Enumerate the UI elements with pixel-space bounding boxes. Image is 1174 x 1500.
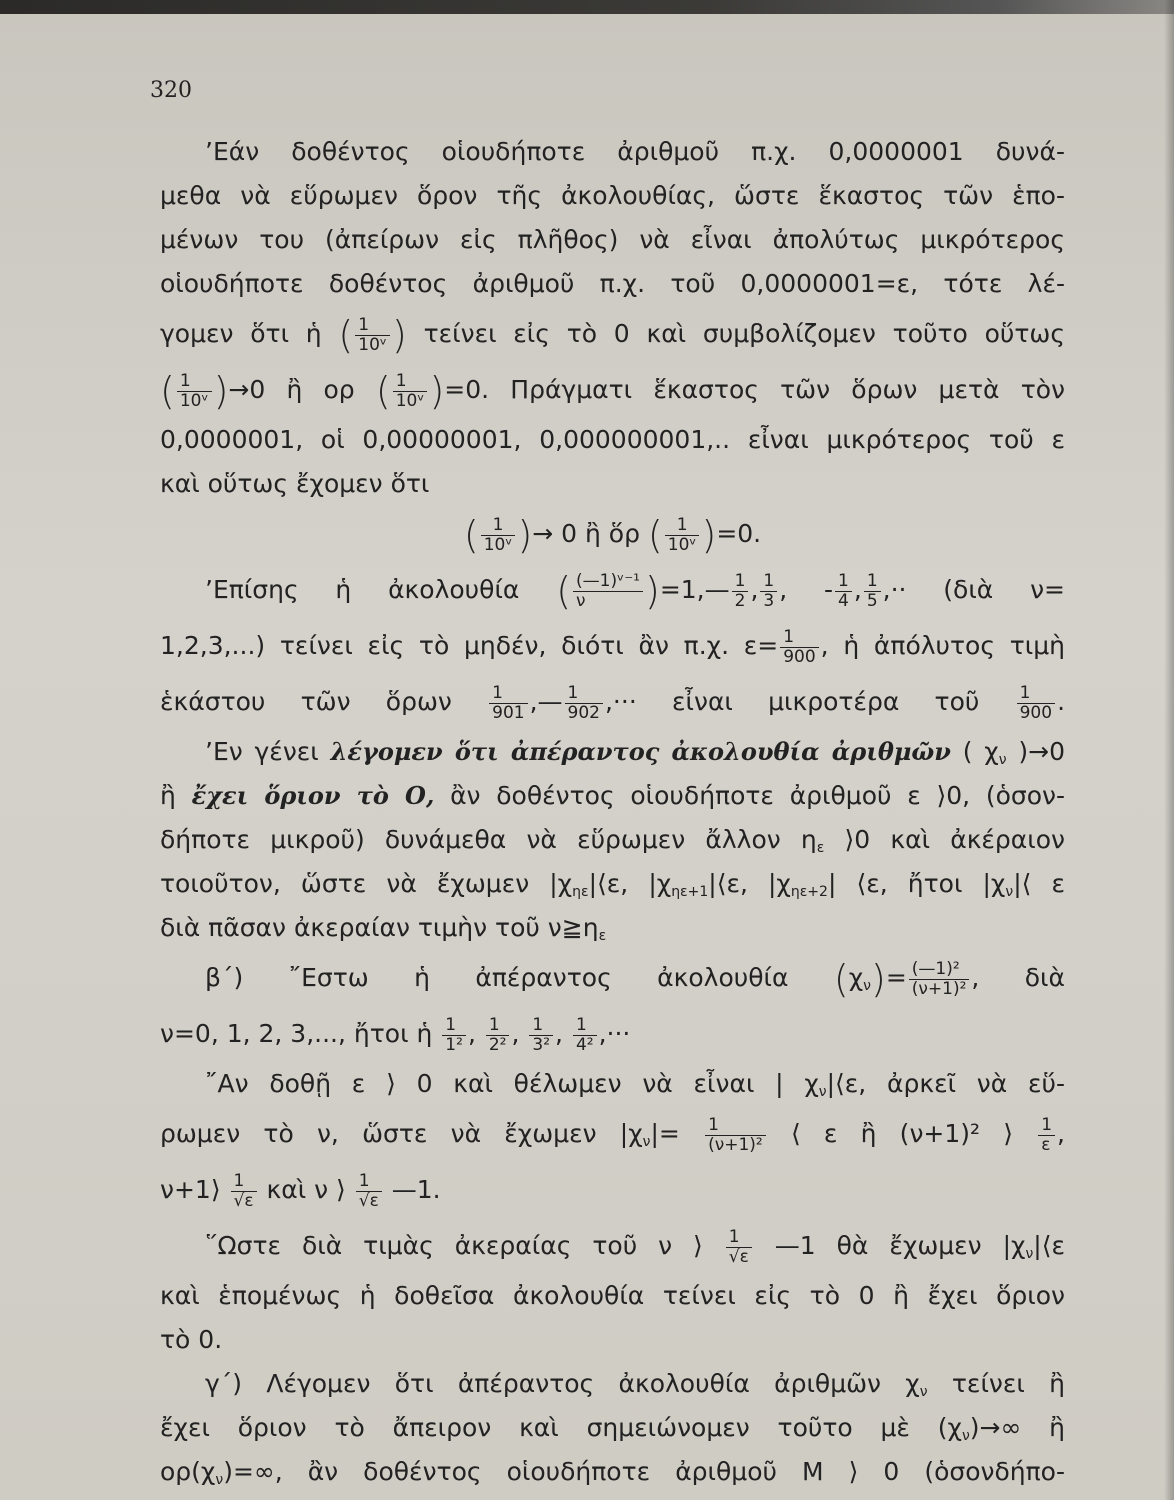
fraction-numerator: 1 xyxy=(567,682,579,703)
text-fragment: |⟨ε, |χ xyxy=(708,869,791,898)
fraction xyxy=(726,1228,752,1267)
text-fragment: |⟨ε xyxy=(1033,1231,1065,1260)
text-fragment: 1,2,3,...) τείνει εἰς τὸ μηδέν, διότι ἂν π.χ. ε= xyxy=(160,631,779,660)
page-number: 320 xyxy=(150,78,192,103)
fraction-numerator: 1 xyxy=(734,570,746,591)
text-fragment: =0. xyxy=(716,519,762,548)
fraction-denominator: √ε xyxy=(726,1247,752,1267)
fraction xyxy=(486,1016,510,1055)
parenthesis: ) xyxy=(213,369,229,413)
text-fragment: ῎Αν δοθῇ ε ⟩ 0 καὶ θέλωμεν νὰ εἶναι | χ xyxy=(205,1069,819,1098)
fraction-denominator: √ε xyxy=(231,1191,257,1211)
subscript: ν xyxy=(863,978,871,994)
fraction-numerator: 1 xyxy=(233,1170,245,1191)
fraction-numerator: 1 xyxy=(492,514,504,535)
text-line: τὸ 0. xyxy=(160,1325,223,1354)
text-fragment: . xyxy=(1057,687,1066,716)
text-line: μεθα νὰ εὕρωμεν ὅρον τῆς ἀκολουθίας, ὥστε ἕκαστος τῶν ἑπο- xyxy=(160,181,1065,210)
fraction-denominator: 3² xyxy=(529,1035,553,1055)
text-fragment: ρωμεν τὸ ν, ὥστε νὰ ἔχωμεν |χ xyxy=(160,1119,643,1148)
text-fragment: γομεν ὅτι ἡ xyxy=(160,319,322,348)
fraction-denominator: ε xyxy=(1038,1135,1055,1155)
fraction xyxy=(573,1016,597,1055)
fraction-numerator: 1 xyxy=(358,1170,370,1191)
text-fragment: = xyxy=(885,963,907,992)
fraction-numerator: 1 xyxy=(783,626,795,647)
fraction xyxy=(835,572,852,611)
text-fragment: → 0 ἢ ὅρ xyxy=(532,519,640,548)
fraction-denominator: 1² xyxy=(442,1035,466,1055)
subscript: ν xyxy=(642,1134,651,1150)
fraction xyxy=(573,572,643,611)
text-fragment: | ⟨ε, ἤτοι |χ xyxy=(827,869,1006,898)
text-fragment: ’Επίσης ἡ ἀκολουθία xyxy=(205,575,520,604)
text-line xyxy=(160,1162,1065,1218)
fraction-denominator: (ν+1)² xyxy=(909,979,970,999)
parenthesis: ( xyxy=(463,513,479,557)
fraction xyxy=(231,1172,257,1211)
text-fragment: , xyxy=(1057,1119,1065,1148)
text-fragment: —1. xyxy=(391,1175,441,1204)
subscript: ν xyxy=(1025,1246,1034,1262)
text-fragment: )→∞ ἢ xyxy=(969,1413,1065,1442)
text-line xyxy=(160,1450,1065,1494)
fraction xyxy=(760,572,777,611)
fraction-denominator: 3 xyxy=(760,591,777,611)
text-line: καὶ ἑπομένως ἡ δοθεῖσα ἀκολουθία τείνει εἰς τὸ 0 ἢ ἔχει ὅριον xyxy=(160,1281,1065,1310)
fraction-numerator: 1 xyxy=(488,1014,500,1035)
parenthesis: ) xyxy=(517,513,533,557)
text-fragment: =1,— xyxy=(659,575,730,604)
fraction-numerator: 1 xyxy=(179,370,191,391)
text-line xyxy=(160,674,1065,730)
text-fragment: β΄) ῎Εστω ἡ ἀπέραντος ἀκολουθία xyxy=(205,963,789,992)
text-line xyxy=(160,1106,1065,1162)
text-fragment: , xyxy=(511,1019,520,1048)
text-fragment: ’Εν γένει xyxy=(205,737,319,766)
fraction-denominator: 2 xyxy=(732,591,749,611)
text-fragment: ν+1⟩ xyxy=(160,1175,221,1204)
fraction-numerator: 1 xyxy=(575,1014,587,1035)
text-fragment: =0. Πράγματι ἕκαστος τῶν ὅρων μετὰ τὸν xyxy=(444,375,1066,404)
text-line xyxy=(160,818,1065,862)
subscript: ν xyxy=(998,752,1007,768)
text-line xyxy=(160,950,1065,1006)
fraction-denominator: √ε xyxy=(356,1191,382,1211)
text-fragment: |= xyxy=(650,1119,680,1148)
subscript: ηε+2 xyxy=(790,884,828,900)
fraction-numerator: 1 xyxy=(395,370,407,391)
text-fragment: )=∞, ἂν δοθέντος οἱουδήποτε ἀριθμοῦ Μ ⟩ 0 (ὁσονδήπο- xyxy=(223,1457,1065,1486)
subscript: ν xyxy=(919,1384,928,1400)
fraction-denominator: 900 xyxy=(780,647,818,667)
text-fragment: ,··· xyxy=(598,1019,631,1048)
parenthesis: ) xyxy=(429,369,445,413)
parenthesis: ( xyxy=(160,369,175,413)
text-line xyxy=(160,1062,1065,1106)
fraction-denominator: 5 xyxy=(864,591,881,611)
fraction-denominator: 10ᵛ xyxy=(481,535,516,555)
fraction-denominator: 10ᵛ xyxy=(355,335,390,355)
text-line xyxy=(160,862,1065,906)
fraction-denominator: 2² xyxy=(486,1035,510,1055)
text-fragment: ἑκάστου τῶν ὅρων xyxy=(160,687,452,716)
text-line xyxy=(160,618,1065,674)
text-fragment: ἢ xyxy=(160,781,176,810)
fraction xyxy=(1038,1116,1055,1155)
fraction-denominator: 902 xyxy=(565,703,603,723)
fraction-numerator: 1 xyxy=(838,570,849,591)
text-fragment: ( χ xyxy=(962,737,999,766)
fraction-numerator: 1 xyxy=(445,1014,457,1035)
fraction-numerator: 1 xyxy=(1041,1114,1053,1135)
text-line xyxy=(160,906,1065,950)
text-line xyxy=(160,1406,1065,1450)
fraction-denominator: 900 xyxy=(1017,703,1055,723)
fraction xyxy=(565,684,603,723)
text-line: 0,0000001, οἱ 0,00000001, 0,000000001,.. εἶναι μικρότερος τοῦ ε xyxy=(160,425,1065,454)
parenthesis: ( xyxy=(647,513,663,557)
fraction xyxy=(909,960,970,999)
text-fragment: ⟨ ε ἢ (ν+1)² ⟩ xyxy=(790,1119,1013,1148)
subscript: ν xyxy=(1005,884,1014,900)
text-line xyxy=(160,730,1065,774)
text-line xyxy=(160,562,1065,618)
fraction xyxy=(864,572,881,611)
fraction xyxy=(732,572,749,611)
text-fragment: , ἡ ἀπόλυτος τιμὴ xyxy=(820,631,1065,660)
fraction-numerator: 1 xyxy=(1019,682,1031,703)
text-fragment: ,·· (διὰ ν= xyxy=(882,575,1065,604)
text-line xyxy=(160,774,1065,818)
fraction xyxy=(529,1016,553,1055)
fraction-numerator: (—1)ᵛ⁻¹ xyxy=(576,570,640,591)
fraction-numerator: 1 xyxy=(676,514,688,535)
text-fragment: τείνει ἢ xyxy=(951,1369,1065,1398)
text-fragment: τείνει εἰς τὸ 0 καὶ συμβολίζομεν τοῦτο οὕτως xyxy=(423,319,1065,348)
paren-close: ) xyxy=(391,313,407,357)
page-gutter-shadow xyxy=(1164,0,1174,1500)
fraction-numerator: 1 xyxy=(866,570,878,591)
text-fragment: ἂν δοθέντος οἱουδήποτε ἀριθμοῦ ε ⟩0, (ὁσον- xyxy=(450,781,1065,810)
fraction-denominator: 10ᵛ xyxy=(665,535,700,555)
fraction-denominator: 4² xyxy=(573,1035,597,1055)
text-line: ’Εάν δοθέντος οἱουδήποτε ἀριθμοῦ π.χ. 0,0000001 δυνά- xyxy=(205,137,1065,166)
text-fragment: ,— xyxy=(529,687,563,716)
text-fragment: γ΄) Λέγομεν ὅτι ἀπέραντος ἀκολουθία ἀριθμῶν χ xyxy=(205,1369,920,1398)
fraction xyxy=(665,516,700,555)
fraction xyxy=(705,1116,766,1155)
fraction-denominator: 901 xyxy=(489,703,527,723)
text-fragment: , διὰ xyxy=(971,963,1065,992)
text-fragment: δήποτε μικροῦ) δυνάμεθα νὰ εὕρωμεν ἄλλον η xyxy=(160,825,817,854)
fraction-denominator: 10ᵛ xyxy=(393,391,428,411)
fraction-numerator: 1 xyxy=(728,1226,740,1247)
text-fragment: διὰ πᾶσαν ἀκεραίαν τιμὴν τοῦ ν≧η xyxy=(160,913,599,942)
fraction-denominator: 10ᵛ xyxy=(177,391,212,411)
fraction xyxy=(393,372,428,411)
fraction xyxy=(356,1172,382,1211)
parenthesis: ) xyxy=(645,569,660,613)
parenthesis: ) xyxy=(870,957,886,1001)
fraction xyxy=(1017,684,1055,723)
text-fragment: )→0 xyxy=(1018,737,1065,766)
display-formula xyxy=(160,506,1065,562)
subscript: ε xyxy=(598,928,607,944)
subscript: ν xyxy=(961,1428,970,1444)
fraction-numerator: 1 xyxy=(492,682,503,703)
paren-open: ( xyxy=(338,313,354,357)
text-fragment: →0 ἢ ορ xyxy=(228,375,355,404)
parenthesis: ( xyxy=(833,957,849,1001)
text-fragment: ν=0, 1, 2, 3,..., ἤτοι ἡ xyxy=(160,1019,433,1048)
fraction-denominator: ν xyxy=(573,591,643,611)
text-fragment: , xyxy=(555,1019,563,1048)
fraction-numerator: 1 xyxy=(358,314,370,335)
text-fragment: |⟨ ε xyxy=(1013,869,1065,898)
text-fragment: , - xyxy=(779,575,834,604)
parenthesis: ) xyxy=(701,513,717,557)
text-fragment: —1 θὰ ἔχωμεν |χ xyxy=(774,1231,1026,1260)
italic-definition: λέγομεν ὅτι ἀπέραντος ἀκολουθία ἀριθμῶν xyxy=(330,737,951,766)
subscript: ηε xyxy=(572,884,589,900)
fraction-numerator: 1 xyxy=(763,570,775,591)
text-fragment: τοιοῦτον, ὥστε νὰ ἔχωμεν |χ xyxy=(160,869,573,898)
text-line: μένων του (ἀπείρων εἰς πλῆθος) νὰ εἶναι ἀπολύτως μικρότερος xyxy=(160,225,1065,254)
text-fragment: ῞Ωστε διὰ τιμὰς ἀκεραίας τοῦ ν ⟩ xyxy=(205,1231,703,1260)
text-fragment: ορ(χ xyxy=(160,1457,216,1486)
text-line xyxy=(160,362,1065,418)
parenthesis: ( xyxy=(375,369,391,413)
text-fragment: |⟨ε, ἀρκεῖ νὰ εὕ- xyxy=(826,1069,1066,1098)
text-line xyxy=(160,1006,1065,1062)
fraction-denominator: 4 xyxy=(835,591,852,611)
fraction xyxy=(489,684,527,723)
text-fragment: , xyxy=(853,575,862,604)
fraction-numerator: (—1)² xyxy=(911,958,960,979)
fraction xyxy=(177,372,212,411)
text-line: οἱουδήποτε δοθέντος ἀριθμοῦ π.χ. τοῦ 0,0000001=ε, τότε λέ- xyxy=(160,269,1065,298)
text-fragment: , xyxy=(467,1019,476,1048)
text-fragment: ἔχει ὅριον τὸ ἄπειρον καὶ σημειώνομεν τοῦτο μὲ (χ xyxy=(160,1413,962,1442)
text-line xyxy=(160,306,1065,362)
subscript: ν xyxy=(215,1472,224,1488)
parenthesis: ( xyxy=(556,569,572,613)
fraction-numerator: 1 xyxy=(708,1114,719,1135)
text-fragment: καὶ ν ⟩ xyxy=(266,1175,346,1204)
fraction xyxy=(442,1016,466,1055)
text-fragment: |⟨ε, |χ xyxy=(588,869,672,898)
fraction xyxy=(481,516,516,555)
fraction-denominator: (ν+1)² xyxy=(705,1135,766,1155)
fraction xyxy=(355,316,390,355)
subscript: ηε+1 xyxy=(671,884,709,900)
body-text xyxy=(160,130,1065,1494)
subscript: ε xyxy=(816,840,825,856)
fraction xyxy=(780,628,818,667)
scan-edge-shadow xyxy=(0,0,1174,14)
text-fragment: χ xyxy=(848,963,864,992)
subscript: ν xyxy=(818,1084,827,1100)
italic-definition: ἔχει ὅριον τὸ Ο, xyxy=(191,781,435,810)
text-fragment: ⟩0 καὶ ἀκέραιον xyxy=(844,825,1066,854)
fraction-numerator: 1 xyxy=(532,1014,544,1035)
text-fragment: ,··· εἶναι μικροτέρα τοῦ xyxy=(604,687,980,716)
text-line xyxy=(160,1362,1065,1406)
text-fragment: , xyxy=(750,575,759,604)
text-line: καὶ οὕτως ἔχομεν ὅτι xyxy=(160,469,430,498)
text-line xyxy=(160,1218,1065,1274)
